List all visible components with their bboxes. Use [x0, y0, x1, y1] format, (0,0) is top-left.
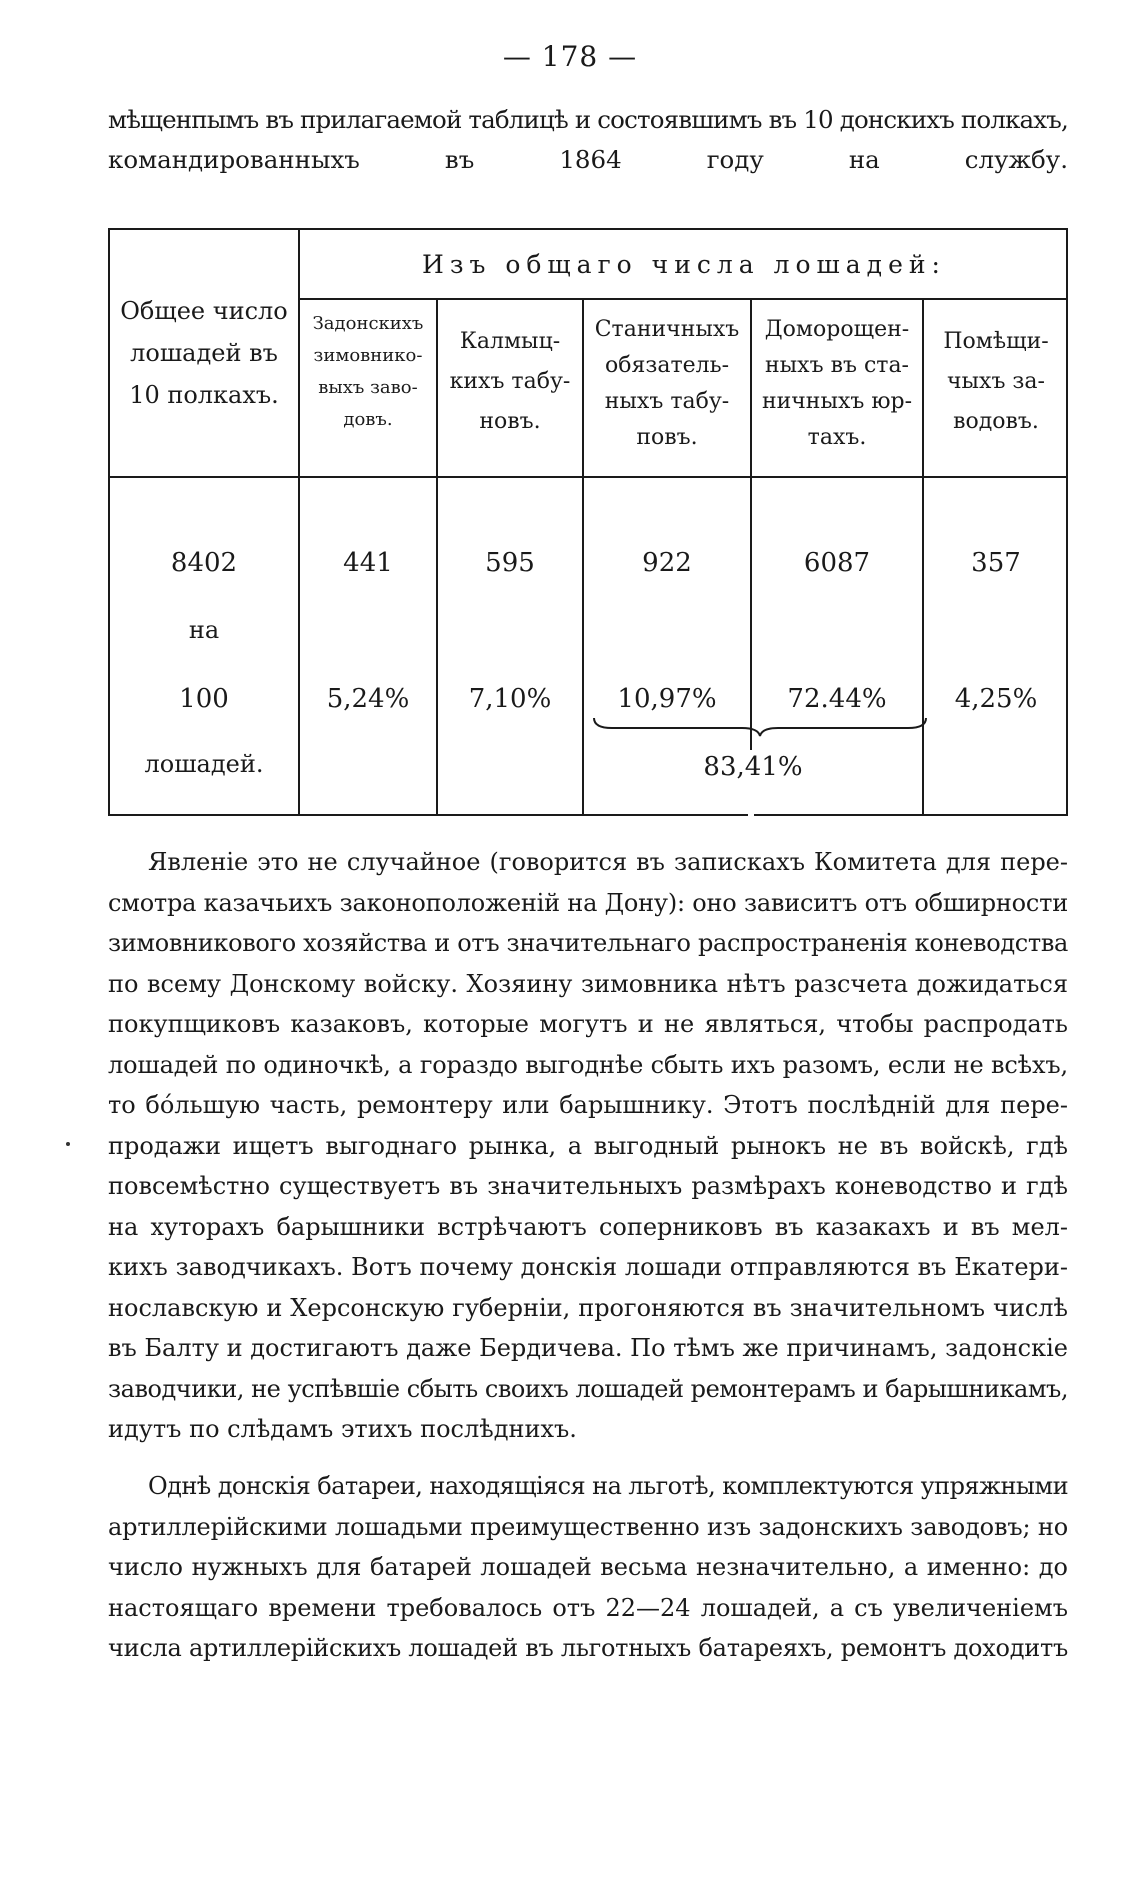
total-cell: 922	[642, 548, 692, 578]
first-col-100: 100	[179, 684, 229, 714]
header-line: зимовнико-	[313, 345, 423, 366]
percent-cell: 72.44%	[787, 684, 887, 714]
text-line: кихъ заводчикахъ. Вотъ почему донскія лошади отправляются въ Екатери-	[108, 1253, 1068, 1281]
header-line: ничныхъ юр-	[761, 389, 913, 414]
first-col-loshadei: лошадей.	[144, 750, 264, 778]
header-line: новъ.	[479, 409, 541, 434]
text-line: Явленіе это не случайное (говорится въ запискахъ Комитета для пере-	[148, 848, 1068, 876]
grouping-brace	[592, 716, 928, 738]
header-line: Общее число	[120, 297, 288, 325]
header-line: Доморощен-	[764, 317, 910, 342]
header-line: тахъ.	[807, 425, 867, 450]
text-line: на хуторахъ барышники встрѣчаютъ соперниковъ въ казакахъ и въ мел-	[108, 1212, 1068, 1241]
col-header-stanichnykh	[584, 312, 750, 456]
text-line: артиллерійскими лошадьми преимущественно изъ задонскихъ заводовъ; но	[108, 1512, 1068, 1541]
intro-paragraph	[108, 100, 1068, 180]
total-cell: 441	[343, 548, 393, 578]
page-number: — 178 —	[502, 40, 638, 73]
paragraph-1	[108, 842, 1068, 1450]
total-horses-value: 8402	[170, 548, 238, 578]
col-header-domoroshchennykh	[752, 312, 922, 456]
col-header-zadonskikh	[300, 308, 436, 436]
percent-cell: 4,25%	[954, 684, 1038, 714]
text-line: по всему Донскому войску. Хозяину зимовника нѣтъ разсчета дожидаться	[108, 969, 1068, 998]
text-line: покупщиковъ казаковъ, которые могутъ и не являться, чтобы распродать	[108, 1010, 1068, 1038]
text-line: зимовникового хозяйства и отъ значительнаго распространенія коневодства	[108, 929, 1068, 957]
header-line: кихъ табу-	[449, 369, 571, 394]
combined-percent: 83,41%	[703, 752, 803, 782]
margin-speck	[66, 1142, 70, 1146]
header-line: обязатель-	[604, 353, 730, 378]
text-line: смотра казачьихъ законоположеній на Дону): оно зависитъ отъ обширности	[108, 888, 1068, 917]
text-line: числа артиллерійскихъ лошадей въ льготныхъ батареяхъ, ремонтъ доходитъ	[108, 1634, 1068, 1662]
text-line: въ Балту и достигаютъ даже Бердичева. По тѣмъ же причинамъ, задонскіе	[108, 1334, 1068, 1362]
text-line: то бόльшую часть, ремонтеру или барышнику. Этотъ послѣдній для пере-	[108, 1091, 1068, 1119]
header-line: лошадей въ	[130, 339, 278, 367]
percent-cell: 5,24%	[326, 684, 410, 714]
text-line: продажи ищетъ выгоднаго рынка, а выгодный рынокъ не въ войскѣ, гдѣ	[108, 1131, 1068, 1160]
intro-line: мѣщенпымъ въ прилагаемой таблицѣ и состоявшимъ въ 10 донскихъ полкахъ,	[108, 105, 1068, 134]
header-line: ныхъ табу-	[604, 389, 730, 414]
text-line: заводчики, не успѣвшіе сбыть своихъ лошадей ремонтерамъ и барышникамъ,	[108, 1374, 1068, 1403]
text-line: Однѣ донскія батареи, находящіяся на льготѣ, комплектуются упряжными	[148, 1472, 1069, 1500]
text-line: настоящаго времени требовалось отъ 22—24 лошадей, а съ увеличеніемъ	[108, 1593, 1068, 1622]
header-line: ныхъ въ ста-	[765, 353, 909, 378]
header-line: чыхъ за-	[946, 369, 1045, 394]
first-col-header	[110, 290, 298, 416]
total-cell: 357	[971, 548, 1021, 578]
header-line: выхъ заво-	[318, 377, 418, 398]
col-header-pomeshchichyikh	[924, 322, 1068, 442]
header-line: Задонскихъ	[312, 313, 424, 334]
percent-cell: 7,10%	[468, 684, 552, 714]
text-line: число нужныхъ для батарей лошадей весьма незначительно, а именно: до	[108, 1553, 1068, 1581]
text-line: нославскую и Херсонскую губерніи, прогоняются въ значительномъ числѣ	[108, 1293, 1068, 1322]
header-line: Станичныхъ	[594, 317, 740, 342]
percent-cell: 10,97%	[617, 684, 717, 714]
total-cell: 595	[485, 548, 535, 578]
first-col-na: на	[188, 616, 220, 644]
header-line: Помѣщи-	[943, 329, 1049, 354]
header-line: 10 полкахъ.	[129, 381, 279, 409]
header-line: довъ.	[343, 409, 393, 430]
header-line: Калмыц-	[459, 329, 561, 354]
text-line: лошадей по одиночкѣ, а гораздо выгоднѣе сбыть ихъ разомъ, если не всѣхъ,	[108, 1050, 1068, 1079]
header-line: повъ.	[636, 425, 698, 450]
intro-line: командированныхъ въ 1864 году на службу.	[108, 145, 1068, 174]
header-line: водовъ.	[953, 409, 1039, 434]
group-header: Изъ общаго числа лошадей:	[422, 250, 946, 279]
text-line: идутъ по слѣдамъ этихъ послѣднихъ.	[108, 1415, 577, 1443]
paragraph-2	[108, 1466, 1068, 1669]
col-header-kalmytskikh	[438, 322, 582, 442]
total-cell: 6087	[803, 548, 871, 578]
text-line: повсемѣстно существуетъ въ значительныхъ размѣрахъ коневодство и гдѣ	[108, 1172, 1068, 1200]
